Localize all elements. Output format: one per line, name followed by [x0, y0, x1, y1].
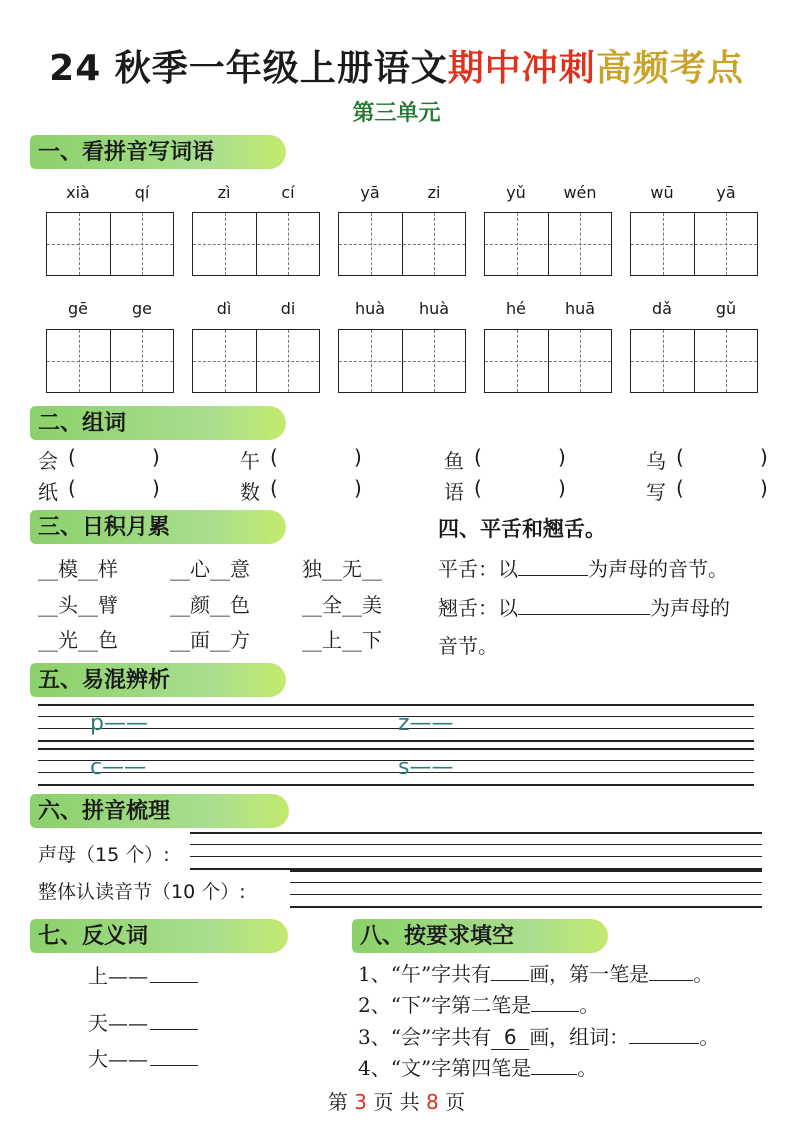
ruling-line — [190, 856, 762, 857]
fourth-stroke-blank[interactable] — [531, 1054, 577, 1075]
pinyin-label: di — [280, 299, 296, 318]
idiom-fill-item[interactable]: __头__臂 — [38, 593, 118, 617]
section-heading-6: 六、拼音梳理 — [30, 794, 289, 828]
word-group-blank[interactable] — [84, 478, 144, 500]
antonym-word: 大—— — [88, 1047, 148, 1071]
first-stroke-blank[interactable] — [649, 960, 693, 981]
pinyin-label: hé — [506, 299, 526, 318]
title-highlight-gold: 高频考点 — [595, 48, 744, 89]
antonym-blank[interactable] — [150, 1009, 198, 1030]
writing-grid[interactable] — [46, 212, 174, 276]
idiom-fill-item[interactable]: __上__下 — [302, 628, 382, 652]
section-heading-4: 四、平舌和翘舌。 — [438, 516, 606, 541]
ruling-line — [290, 870, 762, 872]
word-group-blank[interactable] — [490, 478, 550, 500]
paren-close: ) — [152, 476, 160, 500]
stroke-count-blank[interactable] — [491, 960, 529, 981]
confusable-pinyin-z: z—— — [398, 711, 454, 736]
pinyin-label: zì — [217, 183, 231, 202]
antonym-blank[interactable] — [150, 1045, 198, 1066]
paren-close: ) — [354, 445, 362, 469]
idiom-fill-item[interactable]: __面__方 — [170, 628, 250, 652]
idiom-fill-item[interactable]: 独__无__ — [302, 557, 382, 581]
word-group-blank[interactable] — [490, 447, 550, 469]
word-group-blank[interactable] — [84, 447, 144, 469]
pinyin-label: yā — [716, 183, 736, 202]
retroflex-line: 翘舌：以 为声母的 — [438, 596, 730, 620]
paren-open: ( — [68, 445, 76, 469]
word-group-char: 写 — [646, 480, 666, 504]
ruling-line — [38, 740, 754, 742]
writing-grid[interactable] — [630, 329, 758, 393]
writing-grid[interactable] — [338, 329, 466, 393]
pinyin-label: wū — [650, 183, 674, 202]
section-heading-3: 三、日积月累 — [30, 510, 286, 544]
paren-close: ) — [558, 476, 566, 500]
second-stroke-blank[interactable] — [531, 991, 579, 1012]
pinyin-label: cí — [281, 183, 295, 202]
paren-open: ( — [474, 445, 482, 469]
title-main: 24 秋季一年级上册语文 — [49, 48, 448, 89]
fill-question-1: 1、“午”字共有 画，第一笔是 。 — [358, 962, 714, 986]
pinyin-label: ge — [132, 299, 152, 318]
pinyin-label: gē — [68, 299, 88, 318]
confusable-pinyin-c: c—— — [90, 755, 147, 780]
title-highlight-red: 期中冲刺 — [447, 48, 596, 89]
section-heading-5: 五、易混辨析 — [30, 663, 286, 697]
writing-grid[interactable] — [484, 212, 612, 276]
word-group-blank[interactable] — [692, 447, 752, 469]
ruling-line — [190, 832, 762, 834]
paren-open: ( — [676, 445, 684, 469]
antonym-item — [88, 1007, 198, 1036]
retroflex-blank[interactable] — [518, 594, 650, 615]
ruling-line — [290, 882, 762, 883]
ruling-line — [38, 704, 754, 706]
pinyin-label: zi — [427, 183, 441, 202]
page-subtitle: 第三单元 — [352, 100, 441, 126]
page-footer: 第 3 页 共 8 页 — [327, 1090, 466, 1114]
total-pages: 8 — [426, 1090, 439, 1114]
word-group-char: 午 — [240, 449, 260, 473]
paren-open: ( — [68, 476, 76, 500]
writing-grid[interactable] — [338, 212, 466, 276]
paren-close: ) — [760, 476, 768, 500]
writing-grid[interactable] — [630, 212, 758, 276]
pinyin-label: wén — [563, 183, 597, 202]
section-heading-7: 七、反义词 — [30, 919, 288, 953]
paren-open: ( — [270, 476, 278, 500]
pinyin-label: yā — [360, 183, 380, 202]
paren-close: ) — [558, 445, 566, 469]
pinyin-label: yǔ — [506, 183, 526, 202]
flat-tongue-line: 平舌：以 为声母的音节。 — [438, 557, 728, 581]
page-title — [0, 40, 793, 91]
word-group-blank[interactable] — [286, 478, 346, 500]
writing-grid[interactable] — [484, 329, 612, 393]
pinyin-label: huà — [418, 299, 450, 318]
paren-close: ) — [152, 445, 160, 469]
paren-close: ) — [354, 476, 362, 500]
pinyin-label: dì — [216, 299, 232, 318]
word-group-blank[interactable] — [286, 447, 346, 469]
section-heading-1: 一、看拼音写词语 — [30, 135, 286, 169]
pinyin-label: xià — [66, 183, 90, 202]
word-group-char: 鱼 — [444, 449, 464, 473]
idiom-fill-item[interactable]: __光__色 — [38, 628, 118, 652]
word-group-blank[interactable] — [692, 478, 752, 500]
stroke-count-answer[interactable]: 6 — [491, 1025, 529, 1050]
fill-question-2: 2、“下”字第二笔是 。 — [358, 993, 600, 1017]
ruling-line — [38, 784, 754, 786]
ruling-line — [290, 906, 762, 908]
paren-open: ( — [474, 476, 482, 500]
idiom-fill-item[interactable]: __模__样 — [38, 557, 118, 581]
ruling-line — [190, 844, 762, 845]
antonym-blank[interactable] — [150, 962, 198, 983]
section-heading-8: 八、按要求填空 — [352, 919, 608, 953]
pinyin-label: dǎ — [652, 299, 672, 318]
whole-syllables-label: 整体认读音节（10 个）: — [38, 881, 246, 903]
current-page: 3 — [354, 1090, 367, 1114]
writing-grid[interactable] — [192, 329, 320, 393]
writing-grid[interactable] — [192, 212, 320, 276]
word-group-blank[interactable] — [629, 1023, 699, 1044]
idiom-fill-item[interactable]: __心__意 — [170, 557, 250, 581]
section-heading-2: 二、组词 — [30, 406, 286, 440]
word-group-char: 语 — [444, 480, 464, 504]
antonym-item — [88, 1043, 198, 1072]
antonym-item — [88, 960, 198, 989]
pinyin-label: huā — [564, 299, 596, 318]
word-group-char: 会 — [38, 449, 58, 473]
flat-tongue-blank[interactable] — [518, 555, 588, 576]
pinyin-label: gǔ — [715, 299, 737, 318]
writing-grid[interactable] — [46, 329, 174, 393]
word-group-char: 乌 — [646, 449, 666, 473]
pinyin-label: qí — [134, 183, 150, 202]
paren-open: ( — [676, 476, 684, 500]
ruling-line — [38, 748, 754, 750]
paren-open: ( — [270, 445, 278, 469]
paren-close: ) — [760, 445, 768, 469]
ruling-line — [290, 894, 762, 895]
pinyin-label: huà — [354, 299, 386, 318]
word-group-char: 数 — [240, 480, 260, 504]
confusable-pinyin-s: s—— — [398, 755, 454, 780]
fill-question-3: 3、“会”字共有 6 画，组词： 。 — [358, 1025, 720, 1049]
idiom-fill-item[interactable]: __全__美 — [302, 593, 382, 617]
antonym-word: 上—— — [88, 964, 148, 988]
retroflex-line-cont: 音节。 — [438, 634, 498, 658]
confusable-pinyin-p: p—— — [90, 711, 148, 736]
fill-question-4: 4、“文”字第四笔是 。 — [358, 1056, 598, 1080]
antonym-word: 天—— — [88, 1011, 148, 1035]
initials-label: 声母（15 个）: — [38, 844, 170, 866]
word-group-char: 纸 — [38, 480, 58, 504]
idiom-fill-item[interactable]: __颜__色 — [170, 593, 250, 617]
